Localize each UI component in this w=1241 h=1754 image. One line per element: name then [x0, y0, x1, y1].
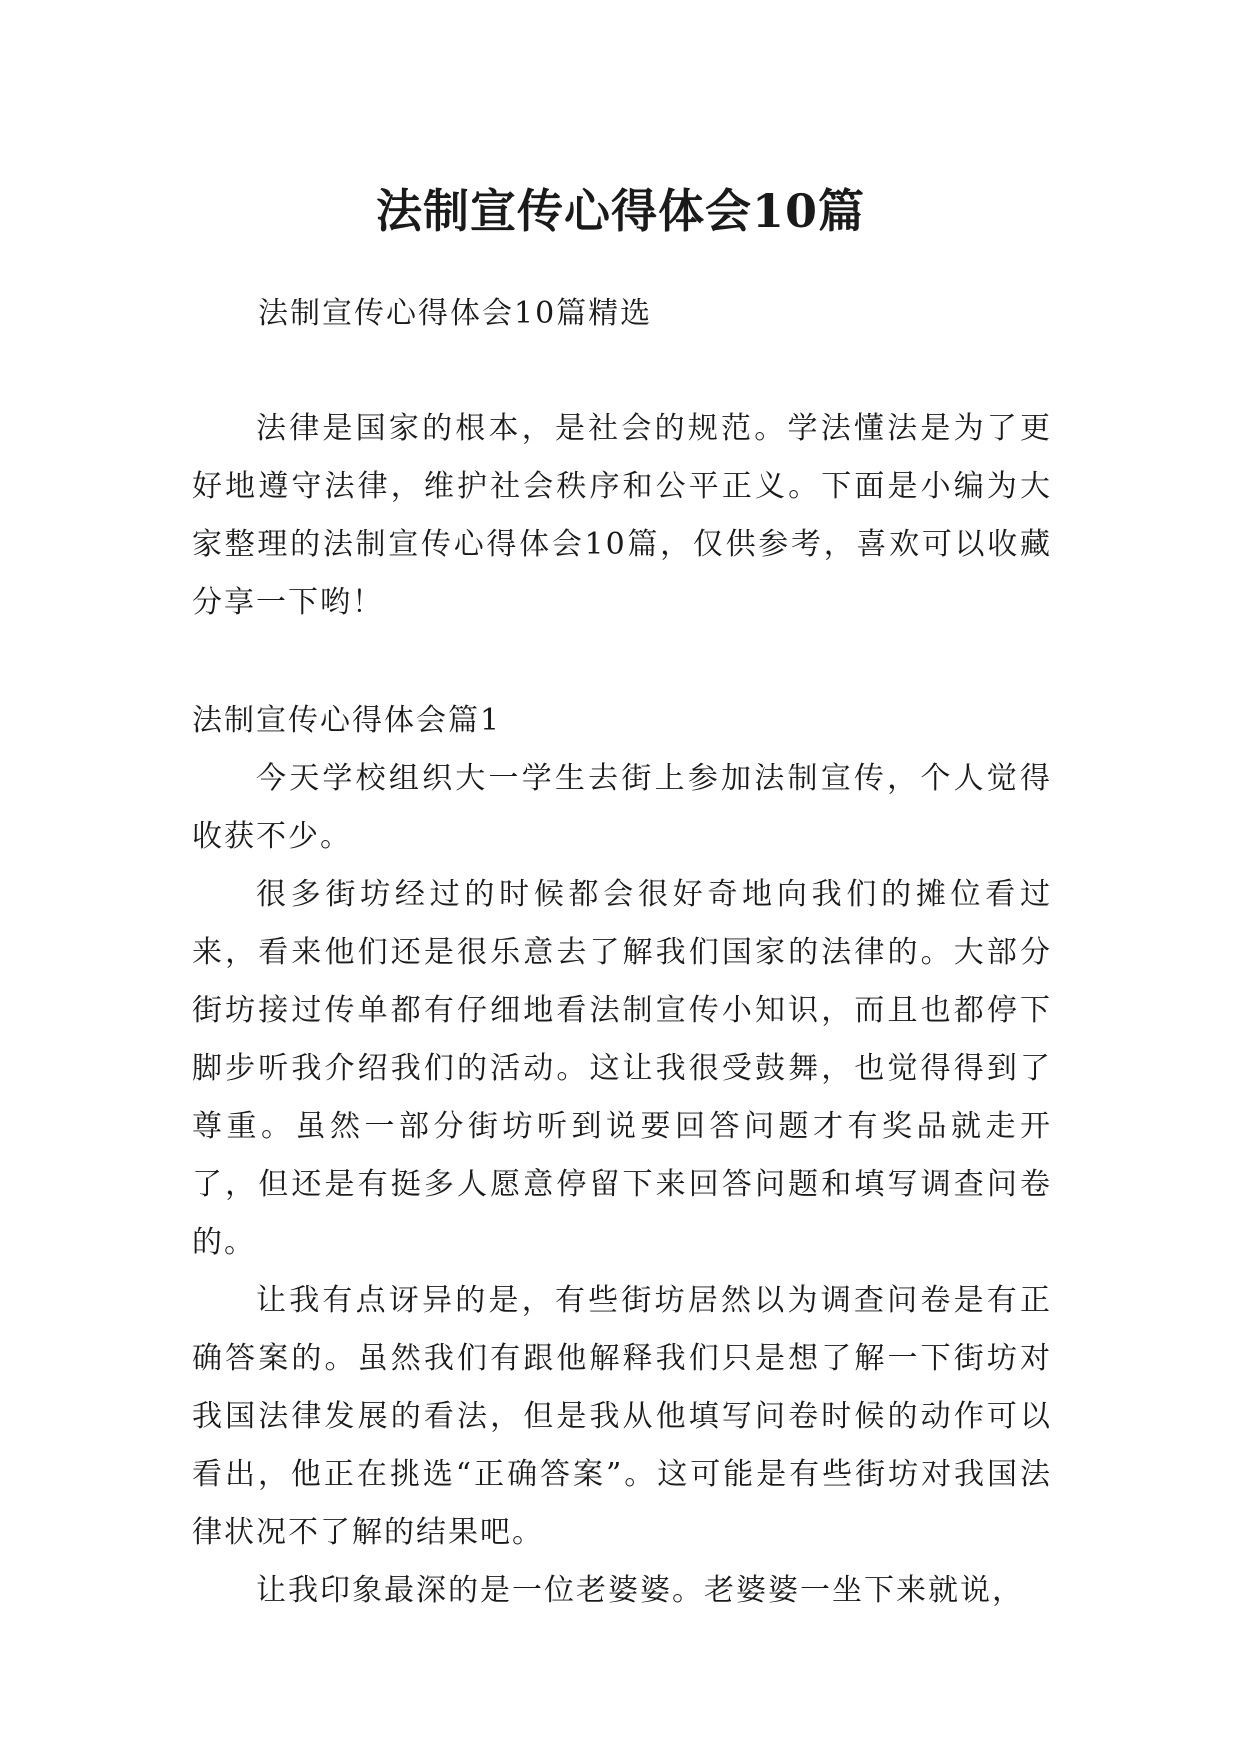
body-paragraph-3: 让我有点讶异的是，有些街坊居然以为调查问卷是有正确答案的。虽然我们有跟他解释我们只是想了解一下街坊对我国法律发展的看法，但是我从他填写问卷时候的动作可以看出，他正在挑选“正确答案”。这可能是有些街坊对我国法律状况不了解的结果吧。: [192, 1283, 1052, 1550]
body-paragraph-1: 今天学校组织大一学生去街上参加法制宣传，个人觉得收获不少。: [192, 761, 1052, 854]
document-subtitle: 法制宣传心得体会10篇精选: [258, 296, 653, 331]
document-title: 法制宣传心得体会10篇: [375, 183, 865, 238]
body-paragraph-2: 很多街坊经过的时候都会很好奇地向我们的摊位看过来，看来他们还是很乐意去了解我们国家的法律的。大部分街坊接过传单都有仔细地看法制宣传小知识，而且也都停下脚步听我介绍我们的活动。这让我很受鼓舞，也觉得得到了尊重。虽然一部分街坊听到说要回答问题才有奖品就走开了，但还是有挺多人愿意停留下来回答问题和填写调查问卷的。: [192, 877, 1052, 1260]
intro-paragraph: 法律是国家的根本，是社会的规范。学法懂法是为了更好地遵守法律，维护社会秩序和公平正义。下面是小编为大家整理的法制宣传心得体会10篇，仅供参考，喜欢可以收藏分享一下哟！: [192, 411, 1052, 620]
section-heading: 法制宣传心得体会篇1: [192, 703, 502, 738]
section-1: [192, 692, 1052, 1620]
intro-block: [192, 400, 1052, 632]
body-paragraph-4: 让我印象最深的是一位老婆婆。老婆婆一坐下来就说，: [256, 1573, 1024, 1608]
